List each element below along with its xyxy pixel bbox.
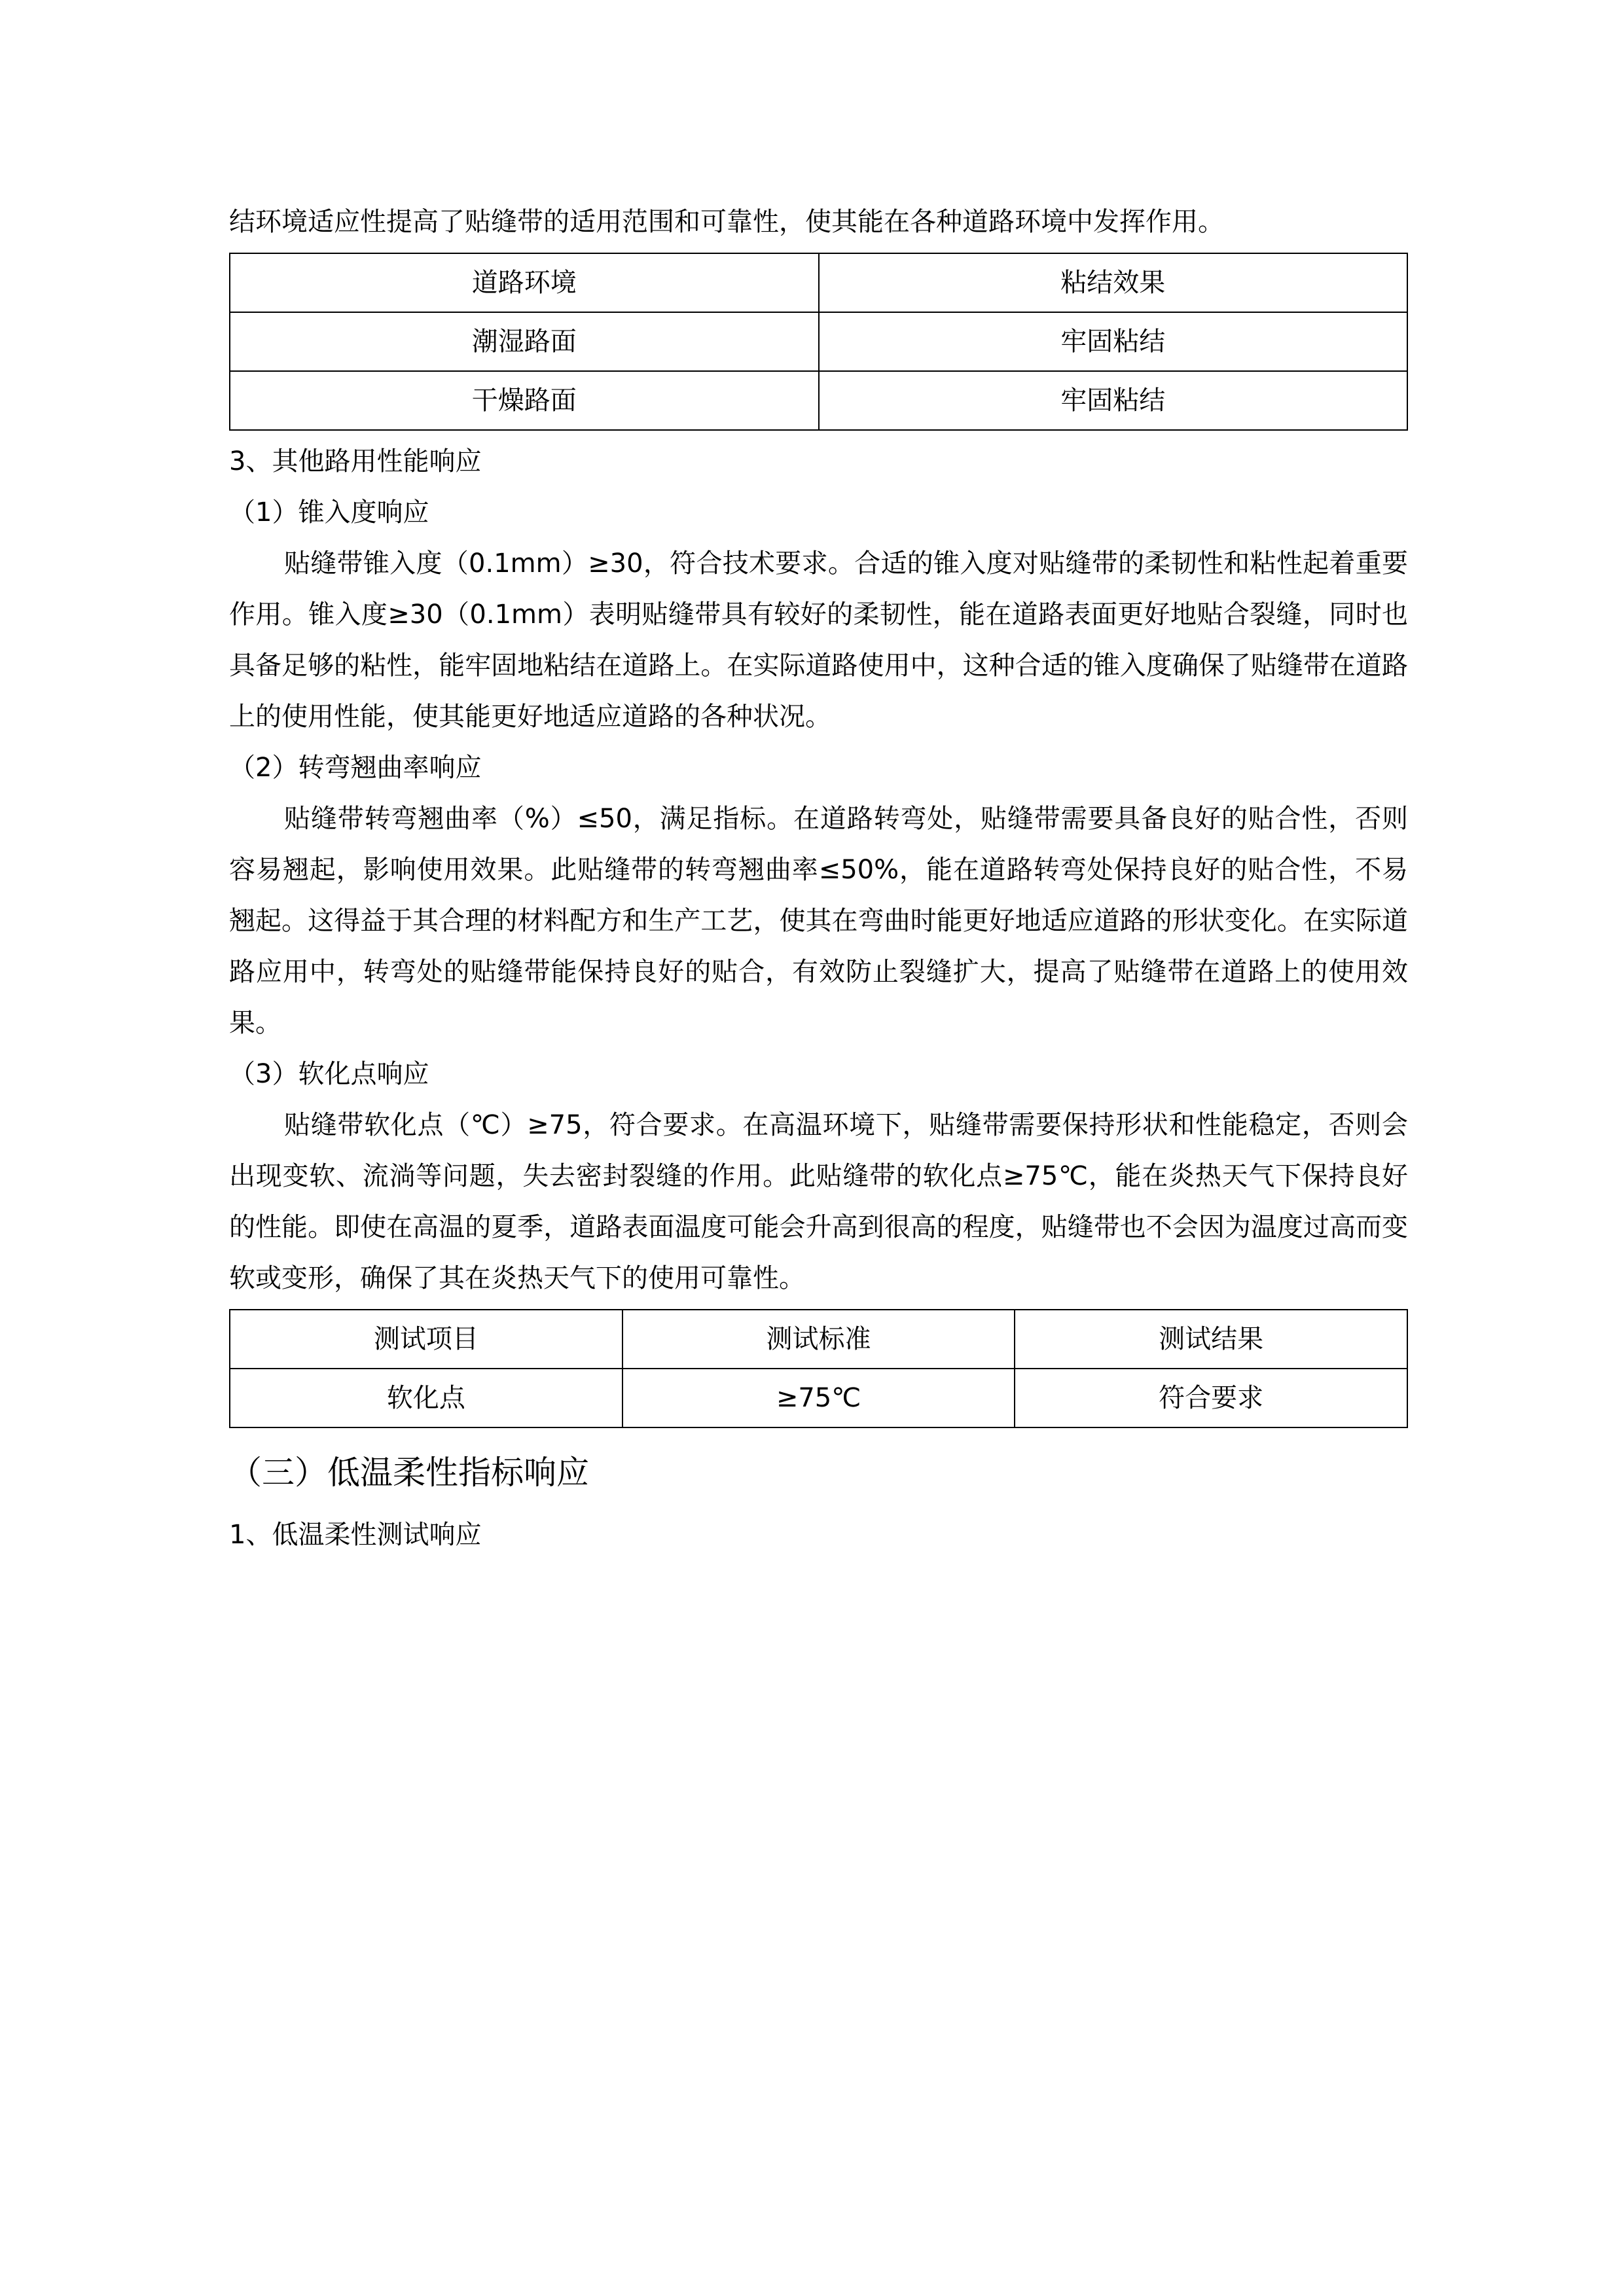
paragraph-intro: 结环境适应性提高了贴缝带的适用范围和可靠性，使其能在各种道路环境中发挥作用。 bbox=[229, 207, 1224, 237]
subsection-heading-3: （3）软化点响应 bbox=[229, 1059, 429, 1089]
table-row bbox=[230, 1369, 1407, 1427]
table-cell: 干燥路面 bbox=[230, 371, 819, 430]
table-cell: ≥75℃ bbox=[623, 1369, 1015, 1427]
table-row bbox=[230, 1310, 1407, 1369]
table-cell: 软化点 bbox=[230, 1369, 623, 1427]
paragraph-item-2: 贴缝带转弯翘曲率（%）≤50，满足指标。在道路转弯处，贴缝带需要具备良好的贴合性，否则容易翘起，影响使用效果。此贴缝带的转弯翘曲率≤50%，能在道路转弯处保持良好的贴合性，不易翘起。这得益于其合理的材料配方和生产工艺，使其在弯曲时能更好地适应道路的形状变化。在实际道路应用中，转弯处的贴缝带能保持良好的贴合，有效防止裂缝扩大，提高了贴缝带在道路上的使用效果。 bbox=[229, 804, 1408, 1038]
table-header-cell: 道路环境 bbox=[230, 253, 819, 312]
table-cell: 符合要求 bbox=[1015, 1369, 1407, 1427]
table-row bbox=[230, 253, 1407, 312]
test-result-table bbox=[229, 1309, 1408, 1428]
paragraph-item-1: 贴缝带锥入度（0.1mm）≥30，符合技术要求。合适的锥入度对贴缝带的柔韧性和粘性起着重要作用。锥入度≥30（0.1mm）表明贴缝带具有较好的柔韧性，能在道路表面更好地贴合裂缝，同时也具备足够的粘性，能牢固地粘结在道路上。在实际道路使用中，这种合适的锥入度确保了贴缝带在道路上的使用性能，使其能更好地适应道路的各种状况。 bbox=[229, 548, 1408, 732]
table-cell: 潮湿路面 bbox=[230, 312, 819, 371]
subsection-heading-1: （1）锥入度响应 bbox=[229, 497, 429, 528]
table-header-cell: 测试结果 bbox=[1015, 1310, 1407, 1369]
table-header-cell: 测试标准 bbox=[623, 1310, 1015, 1369]
section-heading-three: （三）低温柔性指标响应 bbox=[229, 1454, 589, 1492]
table-header-cell: 粘结效果 bbox=[819, 253, 1408, 312]
document-body bbox=[229, 196, 1408, 1560]
paragraph-item-3: 贴缝带软化点（℃）≥75，符合要求。在高温环境下，贴缝带需要保持形状和性能稳定，否则会出现变软、流淌等问题，失去密封裂缝的作用。此贴缝带的软化点≥75℃，能在炎热天气下保持良好的性能。即使在高温的夏季，道路表面温度可能会升高到很高的程度，贴缝带也不会因为温度过高而变软或变形，确保了其在炎热天气下的使用可靠性。 bbox=[229, 1110, 1408, 1293]
table-row bbox=[230, 312, 1407, 371]
road-environment-table bbox=[229, 253, 1408, 431]
table-header-cell: 测试项目 bbox=[230, 1310, 623, 1369]
table-cell: 牢固粘结 bbox=[819, 312, 1408, 371]
section-three-item-1: 1、低温柔性测试响应 bbox=[229, 1520, 482, 1550]
section-heading-3: 3、其他路用性能响应 bbox=[229, 446, 482, 476]
subsection-heading-2: （2）转弯翘曲率响应 bbox=[229, 753, 482, 783]
table-cell: 牢固粘结 bbox=[819, 371, 1408, 430]
table-row bbox=[230, 371, 1407, 430]
